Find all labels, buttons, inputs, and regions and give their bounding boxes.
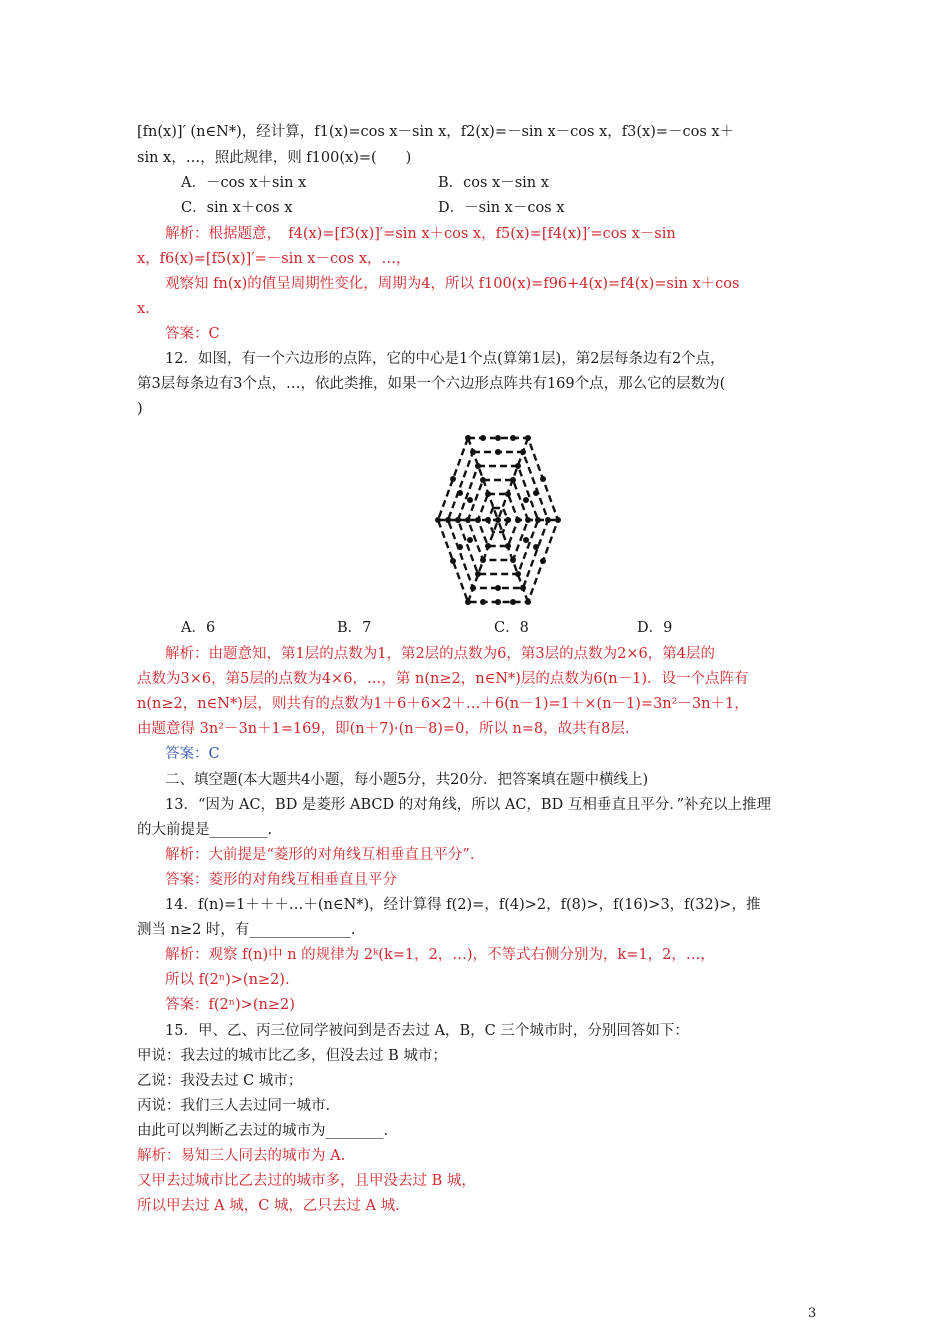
q15-statement-yi: 乙说：我没去过 C 城市； [137, 1073, 303, 1089]
q11-solution-line2: x，f6(x)=[f5(x)]′=－sin x－cos x，…， [137, 251, 411, 267]
q11-stem-line2: sin x，…，照此规律，则 f100(x)=( ) [137, 150, 412, 166]
page-number: 3 [808, 1306, 817, 1321]
q12-stem-line1: 12．如图，有一个六边形的点阵，它的中心是1个点(算第1层)，第2层每条边有2个点， [165, 351, 725, 367]
q14-solution-line2: 所以 f(2ⁿ)>(n≥2). [165, 972, 290, 988]
q11-option-c: C．sin x＋cos x [181, 200, 293, 216]
q12-solution-line4: 由题意得 3n²－3n＋1=169，即(n＋7)·(n－8)=0，所以 n=8，故共有8层. [137, 721, 630, 737]
q12-solution-line3: n(n≥2，n∈N*)层，则共有的点数为1＋6＋6×2＋…＋6(n－1)=1＋×(n－1)=3n²－3n＋1， [137, 696, 749, 712]
q13-answer: 答案：菱形的对角线互相垂直且平分 [165, 872, 397, 888]
q11-solution-line4: x. [137, 301, 150, 317]
q12-stem-line3: ) [137, 401, 143, 417]
q14-stem-line1: 14．f(n)=1＋＋＋…＋(n∈N*)，经计算得 f(2)=，f(4)>2，f(8)>，f(16)>3，f(32)>，推 [165, 897, 761, 913]
q14-solution-line1: 解析：观察 f(n)中 n 的规律为 2ᵏ(k=1，2，…)，不等式右侧分别为，k=1，2，…， [165, 947, 715, 963]
q15-solution-line2: 又甲去过城市比乙去过的城市多，且甲没去过 B 城， [137, 1173, 476, 1189]
q14-stem-line2: 测当 n≥2 时，有______________. [137, 922, 356, 938]
q12-solution-line1: 解析：由题意知，第1层的点数为1，第2层的点数为6，第3层的点数为2×6，第4层的 [165, 646, 715, 662]
q12-option-b: B．7 [337, 620, 372, 636]
q11-solution-line1: 解析：根据题意， f4(x)=[f3(x)]′=sin x＋cos x，f5(x)=[f4(x)]′=cos x－sin [165, 226, 676, 242]
q11-option-a: A．－cos x＋sin x [181, 175, 307, 191]
q12-option-a: A．6 [181, 620, 216, 636]
q15-statement-bing: 丙说：我们三人去过同一城市. [137, 1098, 331, 1114]
q15-statement-jia: 甲说：我去过的城市比乙多，但没去过 B 城市； [137, 1048, 447, 1064]
q13-stem-line2: 的大前提是________. [137, 822, 273, 838]
q12-option-d: D．9 [637, 620, 673, 636]
q15-solution-line1: 解析：易知三人同去的城市为 A. [137, 1148, 346, 1164]
q11-answer: 答案：C [165, 326, 220, 342]
q12-stem-line2: 第3层每条边有3个点，…，依此类推，如果一个六边形点阵共有169个点，那么它的层数为( [137, 376, 726, 392]
section-2-heading: 二、填空题(本大题共4小题，每小题5分，共20分．把答案填在题中横线上) [165, 772, 649, 788]
q11-stem-line1: [fn(x)]′ (n∈N*)，经计算，f1(x)=cos x－sin x，f2(x)=－sin x－cos x，f3(x)=－cos x＋ [137, 124, 735, 140]
q12-option-c: C．8 [494, 620, 529, 636]
q11-solution-line3: 观察知 fn(x)的值呈周期性变化，周期为4，所以 f100(x)=f96+4(x)=f4(x)=sin x＋cos [165, 276, 740, 292]
q11-option-b: B．cos x－sin x [438, 175, 549, 191]
q12-solution-line2: 点数为3×6，第5层的点数为4×6，…，第 n(n≥2，n∈N*)层的点数为6(n－1)．设一个点阵有 [137, 671, 749, 687]
hexagon-dot-lattice-figure [430, 430, 566, 610]
q15-question: 由此可以判断乙去过的城市为________. [137, 1123, 389, 1139]
q11-option-d: D．－sin x－cos x [438, 200, 565, 216]
q12-answer: 答案：C [165, 746, 220, 762]
q14-answer: 答案：f(2ⁿ)>(n≥2) [165, 997, 295, 1013]
q13-solution: 解析：大前提是“菱形的对角线互相垂直且平分”. [165, 847, 475, 863]
q13-stem-line1: 13．“因为 AC，BD 是菱形 ABCD 的对角线，所以 AC，BD 互相垂直且平分．”补充以上推理 [165, 797, 771, 813]
q15-solution-line3: 所以甲去过 A 城，C 城，乙只去过 A 城. [137, 1198, 400, 1214]
q15-stem: 15．甲、乙、丙三位同学被问到是否去过 A，B，C 三个城市时，分别回答如下： [165, 1023, 689, 1039]
